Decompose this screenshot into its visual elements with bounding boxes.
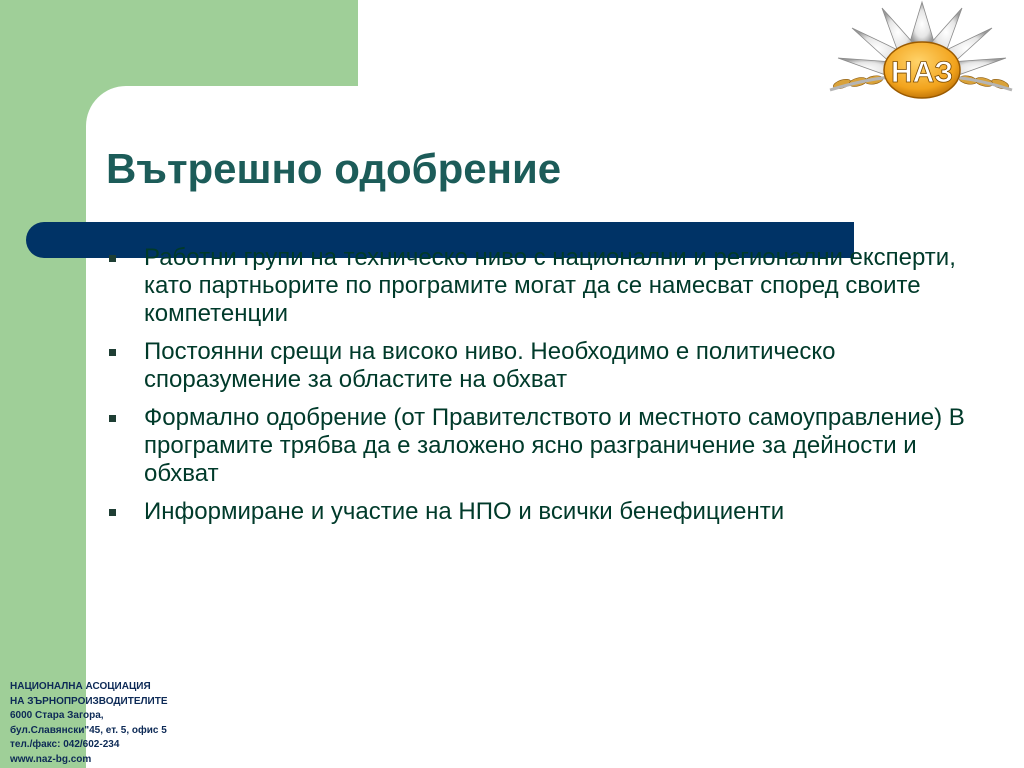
bullet-marker-icon: [109, 349, 116, 356]
bullet-item: [106, 244, 966, 328]
bullet-text: Работни групи на техническо ниво с национални и регионални експерти, като партньорите по програмите могат да се намесват според своите компетенции: [144, 244, 956, 327]
bullet-item: [106, 498, 966, 526]
bullet-text: Информиране и участие на НПО и всички бенефициенти: [144, 498, 785, 525]
bullet-item: [106, 404, 966, 488]
bullet-text: Постоянни срещи на високо ниво. Необходимо е политическо споразумение за областите на обхват: [144, 338, 836, 393]
organization-footer: [10, 680, 168, 767]
bullet-text: Формално одобрение (от Правителството и местното самоуправление) В програмите трябва да е заложено ясно разграничение за дейности и обхват: [144, 404, 965, 487]
footer-org-name-line1: НАЦИОНАЛНА АСОЦИАЦИЯ: [10, 681, 151, 692]
bullet-item: [106, 338, 966, 394]
bullet-list: [106, 244, 966, 536]
naz-logo-icon: [822, 0, 1020, 108]
bullet-marker-icon: [109, 255, 116, 262]
bullet-marker-icon: [109, 415, 116, 422]
footer-address: бул.Славянски"45, ет. 5, офис 5: [10, 724, 167, 736]
slide-title: Вътрешно одобрение: [106, 145, 562, 192]
footer-city: 6000 Стара Загора,: [10, 710, 104, 721]
footer-org-name-line2: НА ЗЪРНОПРОИЗВОДИТЕЛИТЕ: [10, 695, 168, 707]
footer-phone: тел./факс: 042/602-234: [10, 739, 120, 750]
logo-text: НАЗ: [890, 56, 954, 89]
bullet-marker-icon: [109, 509, 116, 516]
footer-website: www.naz-bg.com: [10, 753, 92, 765]
